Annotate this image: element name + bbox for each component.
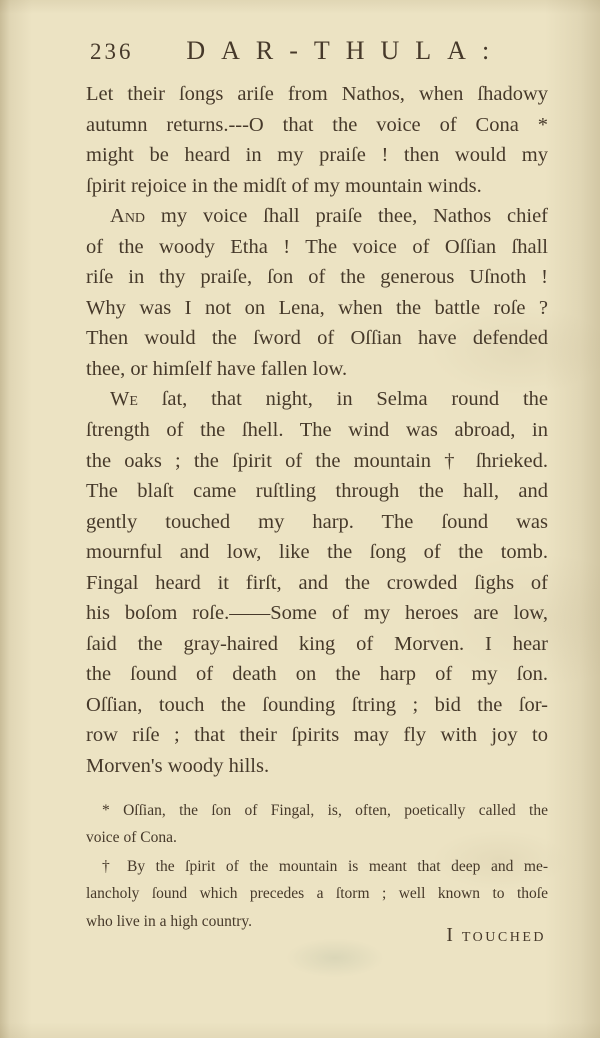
paragraph <box>86 201 548 384</box>
text-line: Morven's woody hills. <box>86 755 270 778</box>
text-line: autumn returns.---O that the voice of Cona * <box>86 113 548 136</box>
running-title: DAR-THULA: <box>186 36 506 65</box>
footnote-line: who live in a high country. <box>86 912 253 930</box>
text-line: Then would the ſword of Oſſian have defended <box>86 327 548 350</box>
lead-capital: W <box>110 388 130 411</box>
text-line: thee, or himſelf have fallen low. <box>86 357 348 380</box>
text-line: Oſſian, touch the ſounding ſtring ; bid the ſor- <box>86 693 548 716</box>
text-line: the oaks ; the ſpirit of the mountain † ſhrieked. <box>86 449 548 472</box>
page-number: 236 <box>90 39 134 64</box>
catchword <box>446 924 546 947</box>
text-line: might be heard in my praiſe ! then would my <box>86 144 548 167</box>
text-line: gently touched my harp. The ſound was <box>86 510 548 533</box>
text-line: And my voice ſhall praiſe thee, Nathos chief <box>110 205 548 228</box>
catchword-word: touched <box>461 924 546 946</box>
text-line: of the woody Etha ! The voice of Oſſian ſhall <box>86 235 548 258</box>
main-text <box>86 79 548 782</box>
smallcaps-word: e <box>129 388 138 411</box>
footnote-line: lancholy ſound which precedes a ſtorm ; well known to thoſe <box>86 885 548 903</box>
smallcaps-word: nd <box>124 205 146 228</box>
text-line: The blaſt came ruſtling through the hall, and <box>86 480 548 503</box>
text-line: mournful and low, like the ſong of the tomb. <box>86 541 548 564</box>
paragraph <box>86 79 548 201</box>
text-line: row riſe ; that their ſpirits may fly with joy to <box>86 724 548 747</box>
text-line: riſe in thy praiſe, ſon of the generous Uſnoth ! <box>86 266 548 289</box>
footnote <box>86 853 548 935</box>
text-line: Let their ſongs ariſe from Nathos, when ſhadowy <box>86 83 548 105</box>
catchword-lead: I <box>446 925 453 946</box>
footnote-line: voice of Cona. <box>86 829 177 847</box>
footnote <box>86 797 548 852</box>
paragraph <box>86 384 548 781</box>
footnotes <box>86 797 548 936</box>
text-line: ſtrength of the ſhell. The wind was abroad, in <box>86 419 548 442</box>
footnote-line: † By the ſpirit of the mountain is meant that deep and me- <box>102 857 548 875</box>
text-line: We ſat, that night, in Selma round the <box>110 388 548 411</box>
text-line: the ſound of death on the harp of my ſon. <box>86 663 548 686</box>
footnote-line: * Oſſian, the ſon of Fingal, is, often, poetically called the <box>102 802 548 819</box>
text-line: his boſom roſe.——Some of my heroes are low, <box>86 602 548 625</box>
text-line: ſaid the gray-haired king of Morven. I hear <box>86 632 548 655</box>
text-line: Why was I not on Lena, when the battle roſe ? <box>86 296 548 319</box>
page-header <box>90 36 548 66</box>
text-line: Fingal heard it firſt, and the crowded ſighs of <box>86 571 548 594</box>
text-line: ſpirit rejoice in the midſt of my mountain winds. <box>86 174 482 197</box>
lead-capital: A <box>110 205 125 228</box>
